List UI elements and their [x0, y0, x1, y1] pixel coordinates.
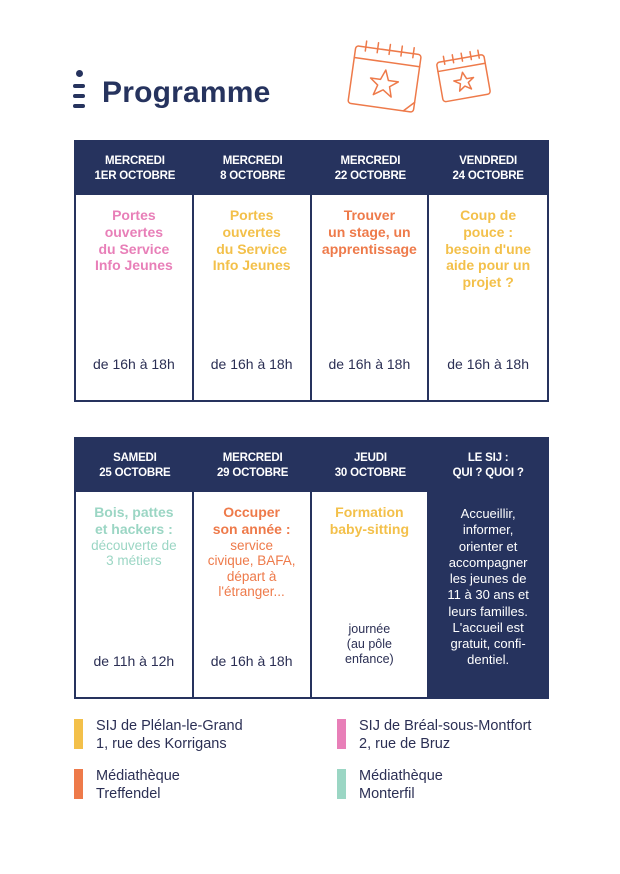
event-title: Trouver un stage, un apprentissage	[321, 207, 417, 257]
event-title: Coup de pouce : besoin d'une aide pour un projet ?	[445, 207, 532, 291]
event-cell	[194, 492, 312, 697]
event-cell	[429, 195, 547, 400]
calendar-icon	[340, 36, 500, 116]
table-header-cell: MERCREDI 1ER OCTOBRE	[76, 142, 194, 195]
event-cell	[194, 195, 312, 400]
event-time: de 16h à 18h	[210, 356, 293, 372]
event-title: Portes ouvertes du Service Info Jeunes	[94, 207, 173, 274]
event-cell	[76, 492, 194, 697]
legend-swatch	[74, 769, 83, 799]
table-header-cell: LE SIJ : QUI ? QUOI ?	[429, 439, 547, 492]
legend-item: Médiathèque Monterfil	[337, 767, 577, 803]
schedule-table-october-2	[74, 437, 549, 699]
page-title: Programme	[102, 76, 271, 109]
table-header-cell: JEUDI 30 OCTOBRE	[312, 439, 430, 492]
event-title: Bois, pattes et hackers :	[94, 504, 174, 537]
table-header-cell: SAMEDI 25 OCTOBRE	[76, 439, 194, 492]
event-cell	[76, 195, 194, 400]
legend-swatch	[337, 719, 346, 749]
event-title: Occuper son année :	[212, 504, 291, 537]
event-title: Portes ouvertes du Service Info Jeunes	[212, 207, 291, 274]
event-time: de 16h à 18h	[210, 653, 293, 669]
event-cell	[312, 492, 430, 697]
event-description: découverte de 3 métiers	[91, 537, 177, 569]
legend-item: SIJ de Plélan-le-Grand 1, rue des Korrigans	[74, 717, 314, 753]
legend-swatch	[74, 719, 83, 749]
event-cell	[312, 195, 430, 400]
legend-item: Médiathèque Treffendel	[74, 767, 314, 803]
sij-description: Accueillir, informer, orienter et accompagner les jeunes de 11 à 30 ans et leurs familles. L'accueil est gratuit, confi- dentiel.	[447, 506, 529, 668]
legend-swatch	[337, 769, 346, 799]
legend-item: SIJ de Bréal-sous-Montfort 2, rue de Bruz	[337, 717, 577, 753]
event-description: service civique, BAFA, départ à l'étranger...	[207, 537, 296, 600]
event-title: Formation baby-sitting	[329, 504, 410, 537]
event-time: de 16h à 18h	[447, 356, 529, 372]
table-header-cell: MERCREDI 29 OCTOBRE	[194, 439, 312, 492]
schedule-table-october-1	[74, 140, 549, 402]
event-time: de 16h à 18h	[328, 356, 411, 372]
event-note: journée (au pôle enfance)	[345, 622, 394, 666]
event-time: de 16h à 18h	[93, 356, 175, 372]
table-header-cell: MERCREDI 8 OCTOBRE	[194, 142, 312, 195]
table-header-cell: MERCREDI 22 OCTOBRE	[312, 142, 430, 195]
table-header-cell: VENDREDI 24 OCTOBRE	[429, 142, 547, 195]
info-cell	[429, 492, 547, 697]
program-list-icon	[73, 70, 85, 114]
event-time: de 11h à 12h	[93, 653, 175, 669]
